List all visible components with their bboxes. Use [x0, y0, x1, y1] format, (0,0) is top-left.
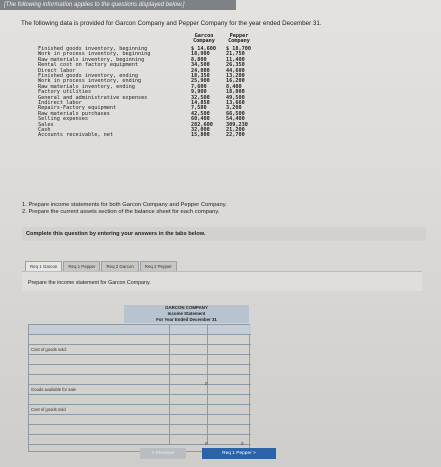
garcon-value: 32,000: [191, 127, 210, 133]
statement-row: [29, 405, 251, 415]
data-row-label: Rental cost on factory equipment: [38, 62, 138, 69]
garcon-value: 24,000: [191, 67, 210, 74]
total-input[interactable]: [207, 395, 252, 404]
amount-input[interactable]: [169, 395, 206, 404]
pepper-value: $ 18,700: [226, 46, 251, 52]
pepper-value: 21,750: [226, 51, 245, 58]
tab-prompt: Prepare the income statement for Garcon Company.: [22, 271, 422, 291]
complete-bar: Complete this question by entering your answers in the tabs below.: [22, 227, 426, 241]
data-row-label: Factory utilities: [38, 89, 92, 96]
pepper-value: 16,200: [226, 78, 245, 85]
total-input[interactable]: [207, 415, 252, 424]
pepper-value: 49,500: [226, 94, 245, 101]
net-income-value: 0: [241, 441, 244, 446]
amount-input[interactable]: [169, 325, 206, 334]
data-row-label: Indirect labor: [38, 100, 82, 106]
pepper-value: 21,200: [226, 127, 245, 133]
garcon-value: 34,500: [191, 62, 210, 69]
statement-company: GARCON COMPANY: [124, 305, 249, 311]
info-banner: [The following information applies to the questions displayed below.]: [0, 0, 236, 10]
statement-row: [29, 395, 251, 405]
pepper-header: Pepper Company: [228, 33, 250, 45]
amount-input[interactable]: [169, 375, 206, 384]
statement-row: [29, 335, 251, 345]
amount-input[interactable]: [169, 365, 206, 374]
garcon-value: 60,400: [191, 116, 210, 123]
data-row-label: Repairs-Factory equipment: [38, 105, 117, 112]
statement-row: [29, 355, 251, 365]
pepper-value: 22,700: [226, 132, 245, 139]
amount-input[interactable]: [169, 425, 206, 434]
statement-row: [29, 345, 251, 355]
data-row-label: Accounts receivable, net: [38, 132, 113, 139]
total-input[interactable]: [207, 385, 252, 394]
data-row-label: Finished goods inventory, beginning: [38, 46, 148, 52]
statement-row: [29, 375, 251, 385]
pepper-value: 26,350: [226, 62, 245, 69]
amount-input[interactable]: [169, 345, 206, 354]
pepper-value: 309,230: [226, 121, 248, 128]
data-row-label: Raw materials purchases: [38, 110, 110, 117]
instructions: 1. Prepare income statements for both Garcon Company and Pepper Company. 2. Prepare the current assets section of the balance sheet for each company.: [22, 202, 227, 215]
garcon-value: $ 14,600: [191, 46, 216, 52]
statement-row: [29, 435, 251, 445]
tab-req1-pepper[interactable]: Req 1 Pepper: [63, 261, 100, 271]
statement-row: [29, 365, 251, 375]
amount-input[interactable]: [169, 385, 206, 394]
garcon-value: 14,850: [191, 100, 210, 106]
data-row-label: Raw materials inventory, beginning: [38, 56, 145, 63]
total-input[interactable]: [207, 405, 252, 414]
tab-bar: [25, 261, 178, 271]
total-input[interactable]: [207, 325, 252, 334]
amount-input[interactable]: [169, 355, 206, 364]
garcon-value: 18,350: [191, 73, 210, 79]
tab-req1-garcon[interactable]: Req 1 Garcon: [25, 261, 62, 271]
pepper-value: 13,200: [226, 73, 245, 79]
garcon-value: 7,600: [191, 83, 207, 90]
statement-row-label: Cost of goods sold:: [31, 347, 67, 352]
pepper-value: 11,400: [226, 56, 245, 63]
statement-period: For Year Ended December 31: [124, 317, 249, 323]
statement-grid: [28, 324, 250, 452]
statement-row: [29, 425, 251, 435]
total-input[interactable]: [207, 365, 252, 374]
total-input[interactable]: [207, 355, 252, 364]
garcon-value: 7,580: [191, 105, 207, 112]
total-input[interactable]: [207, 375, 252, 384]
pepper-value: 18,000: [226, 89, 245, 96]
next-button[interactable]: Req 1 Pepper >: [202, 448, 276, 459]
garcon-value: 25,900: [191, 78, 210, 85]
garcon-value: 18,900: [191, 51, 210, 58]
total-input[interactable]: [207, 345, 252, 354]
amount-input[interactable]: [169, 405, 206, 414]
data-row-label: Work in process inventory, beginning: [38, 51, 151, 58]
garcon-value: 42,500: [191, 110, 210, 117]
pepper-value: 66,500: [226, 110, 245, 117]
amount-input[interactable]: [169, 415, 206, 424]
total-input[interactable]: [207, 425, 252, 434]
pepper-value: 8,400: [226, 83, 242, 90]
data-row-label: Direct labor: [38, 67, 76, 74]
garcon-header: Garcon Company: [193, 33, 215, 45]
garcon-value: 282,600: [191, 121, 213, 128]
gross-profit-value: 0: [205, 441, 208, 446]
pepper-value: 13,660: [226, 100, 245, 106]
garcon-value: 15,800: [191, 132, 210, 139]
statement-row-label: Cost of goods sold: [31, 407, 66, 412]
data-row-label: General and administrative expenses: [38, 94, 148, 101]
amount-input[interactable]: [169, 435, 206, 444]
tab-req2-pepper[interactable]: Req 2 Pepper: [140, 261, 177, 271]
statement-row: [29, 385, 251, 395]
goods-available-total: 0: [205, 381, 208, 386]
intro-text: The following data is provided for Garcon Company and Pepper Company for the year ended December 31.: [21, 20, 322, 27]
data-row-label: Raw materials inventory, ending: [38, 83, 135, 90]
statement-title: Income Statement: [124, 311, 249, 317]
total-input[interactable]: [207, 435, 252, 444]
pepper-value: 3,200: [226, 105, 242, 112]
tab-req2-garcon[interactable]: Req 2 Garcon: [101, 261, 138, 271]
statement-row: [29, 415, 251, 425]
pepper-value: 54,400: [226, 116, 245, 123]
data-row-label: Finished goods inventory, ending: [38, 73, 138, 79]
data-row-label: Selling expenses: [38, 116, 88, 123]
garcon-value: 9,900: [191, 89, 207, 96]
amount-input[interactable]: [169, 335, 206, 344]
previous-button[interactable]: < Previous: [140, 448, 186, 459]
garcon-value: 8,800: [191, 56, 207, 63]
pepper-value: 44,600: [226, 67, 245, 74]
garcon-value: 32,500: [191, 94, 210, 101]
data-row-label: Cash: [38, 127, 51, 133]
statement-row: [29, 325, 251, 335]
data-row-label: Sales: [38, 121, 54, 128]
total-input[interactable]: [207, 335, 252, 344]
data-row-label: Work in process inventory, ending: [38, 78, 142, 85]
statement-row-label: Goods available for sale: [31, 387, 76, 392]
